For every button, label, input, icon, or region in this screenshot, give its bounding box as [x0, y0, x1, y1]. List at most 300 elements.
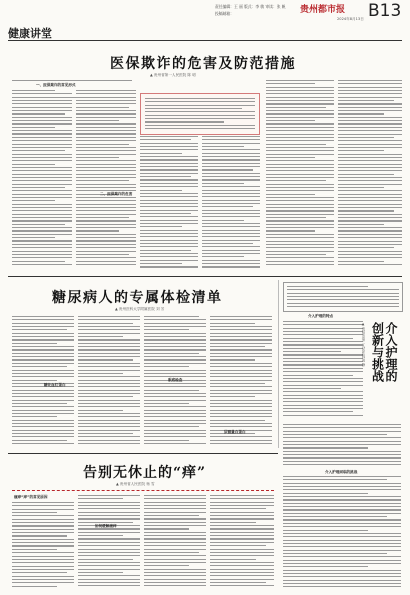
text-line: [283, 483, 401, 484]
text-line: [210, 356, 272, 357]
text-line: [283, 540, 401, 541]
article2-col4: [210, 316, 272, 448]
text-line: [78, 349, 140, 350]
text-line: [78, 552, 140, 553]
text-line: [144, 585, 206, 586]
article4-col1: [12, 502, 74, 590]
text-line: [202, 246, 260, 247]
text-line: [145, 118, 255, 119]
text-line: [210, 502, 274, 503]
text-line: [76, 107, 129, 108]
text-line: [78, 343, 140, 344]
text-line: [76, 244, 136, 245]
article3-col3: [283, 476, 401, 590]
text-line: [12, 336, 74, 337]
text-line: [76, 117, 136, 118]
text-line: [12, 261, 65, 262]
article3-title-line-1: 介入护理的: [384, 322, 398, 382]
text-line: [210, 508, 266, 509]
text-line: [140, 190, 182, 191]
article3-lead-box: [283, 282, 403, 312]
text-line: [145, 101, 255, 102]
text-line: [12, 505, 74, 506]
text-line: [78, 316, 140, 317]
text-line: [76, 160, 136, 161]
text-line: [76, 224, 136, 225]
text-line: [283, 427, 401, 428]
text-line: [283, 401, 363, 402]
text-line: [338, 117, 402, 118]
text-line: [78, 380, 140, 381]
text-line: [283, 503, 401, 504]
text-line: [144, 356, 206, 357]
text-line: [266, 80, 334, 81]
text-line: [338, 137, 394, 138]
text-line: [144, 555, 206, 556]
article4-dash-rule: [12, 490, 274, 491]
text-line: [202, 176, 260, 177]
text-line: [266, 194, 315, 195]
text-line: [266, 237, 334, 238]
text-line: [144, 416, 206, 417]
text-line: [338, 220, 402, 221]
article2-subhead-1: 糖化血红蛋白: [44, 383, 66, 387]
text-line: [78, 512, 140, 513]
text-line: [144, 495, 206, 496]
article2-byline: ▲ 贵州医科大学附属医院 刘 芳: [115, 307, 165, 311]
text-line: [338, 147, 402, 148]
text-line: [210, 528, 274, 529]
text-line: [283, 408, 363, 409]
text-line: [210, 542, 274, 543]
text-line: [266, 117, 334, 118]
text-line: [12, 150, 65, 151]
text-line: [210, 552, 274, 553]
text-line: [210, 329, 272, 330]
text-line: [210, 582, 266, 583]
text-line: [12, 240, 72, 241]
text-line: [283, 516, 387, 517]
text-line: [266, 113, 334, 114]
text-line: [266, 210, 334, 211]
text-line: [144, 329, 189, 330]
text-line: [12, 326, 74, 327]
text-line: [283, 388, 341, 389]
text-line: [78, 582, 140, 583]
text-line: [12, 525, 74, 526]
text-line: [12, 572, 67, 573]
text-line: [283, 583, 401, 584]
text-line: [12, 390, 74, 391]
text-line: [283, 385, 363, 386]
text-line: [12, 420, 74, 421]
text-line: [76, 220, 136, 221]
text-line: [12, 366, 67, 367]
text-line: [210, 393, 272, 394]
text-line: [144, 562, 206, 563]
text-line: [12, 247, 72, 248]
text-line: [78, 339, 140, 340]
text-line: [266, 147, 334, 148]
text-line: [210, 370, 272, 371]
text-line: [78, 433, 133, 434]
text-line: [140, 193, 198, 194]
article4-col4: [210, 495, 274, 590]
text-line: [12, 576, 74, 577]
text-line: [144, 396, 206, 397]
article3-col2: [283, 424, 401, 468]
text-line: [266, 154, 334, 155]
text-line: [210, 525, 274, 526]
text-line: [12, 180, 72, 181]
divider-2: [8, 453, 278, 454]
text-line: [202, 146, 244, 147]
text-line: [266, 123, 334, 124]
text-line: [266, 220, 334, 221]
text-line: [202, 196, 260, 197]
text-line: [78, 413, 140, 414]
text-line: [12, 217, 72, 218]
text-line: [283, 543, 401, 544]
text-line: [78, 329, 140, 330]
text-line: [210, 562, 274, 563]
text-line: [78, 403, 140, 404]
header-rule: [8, 40, 402, 41]
text-line: [144, 505, 206, 506]
text-line: [144, 373, 206, 374]
text-line: [76, 97, 136, 98]
text-line: [210, 406, 272, 407]
text-line: [210, 416, 272, 417]
text-line: [144, 370, 206, 371]
text-line: [283, 519, 401, 520]
text-line: [338, 140, 402, 141]
text-line: [76, 200, 136, 201]
text-line: [144, 366, 189, 367]
text-line: [12, 207, 72, 208]
text-line: [202, 256, 244, 257]
text-line: [12, 110, 72, 111]
text-line: [12, 167, 72, 168]
text-line: [144, 522, 206, 523]
text-line: [76, 90, 136, 91]
text-line: [140, 236, 198, 237]
text-line: [266, 107, 326, 108]
article1-byline: ▲ 贵州省第一人民医院 陈 明: [150, 73, 196, 77]
text-line: [202, 210, 260, 211]
text-line: [12, 319, 74, 320]
text-line: [266, 197, 334, 198]
text-line: [144, 559, 206, 560]
text-line: [78, 410, 123, 411]
text-line: [266, 134, 334, 135]
article1-col2: [76, 90, 136, 270]
text-line: [202, 169, 253, 170]
text-line: [287, 286, 368, 287]
text-line: [283, 381, 363, 382]
article1-title: 医保欺诈的危害及防范措施: [110, 56, 296, 72]
email-line: 投稿邮箱：: [215, 11, 234, 16]
text-line: [12, 329, 67, 330]
text-line: [78, 366, 140, 367]
article4-col3: [144, 495, 206, 590]
text-line: [76, 230, 119, 231]
text-line: [266, 90, 334, 91]
text-line: [140, 166, 198, 167]
text-line: [12, 436, 74, 437]
text-line: [338, 174, 394, 175]
text-line: [210, 359, 255, 360]
text-line: [12, 349, 74, 350]
text-line: [202, 193, 260, 194]
text-line: [283, 348, 363, 349]
text-line: [76, 207, 136, 208]
text-line: [12, 413, 74, 414]
text-line: [78, 353, 140, 354]
text-line: [283, 570, 401, 571]
text-line: [266, 127, 334, 128]
text-line: [12, 90, 55, 91]
text-line: [338, 247, 394, 248]
text-line: [76, 140, 136, 141]
text-line: [78, 356, 140, 357]
text-line: [78, 430, 140, 431]
text-line: [144, 440, 189, 441]
article3-title-line-2: 创新与挑战: [370, 322, 385, 382]
text-line: [283, 546, 401, 547]
text-line: [12, 423, 74, 424]
text-line: [266, 174, 334, 175]
text-line: [210, 353, 272, 354]
text-line: [76, 264, 136, 265]
text-line: [283, 513, 401, 514]
text-line: [140, 186, 198, 187]
text-line: [287, 293, 399, 294]
text-line: [12, 103, 72, 104]
text-line: [210, 522, 256, 523]
text-line: [283, 461, 401, 462]
text-line: [283, 434, 387, 435]
text-line: [266, 170, 334, 171]
text-line: [202, 136, 260, 137]
text-line: [78, 420, 140, 421]
text-line: [266, 100, 334, 101]
text-line: [12, 93, 72, 94]
text-line: [12, 120, 72, 121]
text-line: [210, 443, 272, 444]
text-line: [202, 206, 253, 207]
text-line: [202, 139, 260, 140]
article2-col2: [78, 316, 140, 448]
text-line: [338, 210, 394, 211]
text-line: [144, 575, 206, 576]
text-line: [144, 346, 206, 347]
text-line: [283, 444, 401, 445]
text-line: [202, 243, 253, 244]
text-line: [144, 572, 206, 573]
text-line: [283, 563, 401, 564]
text-line: [283, 550, 401, 551]
article2-title: 糖尿病人的专属体检清单: [52, 290, 223, 306]
text-line: [12, 113, 65, 114]
text-line: [338, 207, 402, 208]
text-line: [338, 264, 402, 265]
text-line: [78, 336, 123, 337]
text-line: [202, 143, 260, 144]
text-line: [78, 522, 133, 523]
article3-byline: ▲ 贵阳市第二人民医院 周 静: [361, 322, 365, 367]
text-line: [12, 133, 72, 134]
text-line: [12, 440, 67, 441]
text-line: [144, 319, 206, 320]
text-line: [144, 386, 206, 387]
text-line: [144, 443, 206, 444]
text-line: [78, 333, 140, 334]
text-line: [76, 227, 136, 228]
text-line: [140, 263, 182, 264]
text-line: [210, 383, 265, 384]
text-line: [144, 333, 206, 334]
text-line: [12, 502, 74, 503]
text-line: [266, 257, 334, 258]
text-line: [266, 251, 334, 252]
text-line: [76, 170, 136, 171]
text-line: [287, 303, 399, 304]
text-line: [338, 103, 402, 104]
text-line: [12, 190, 72, 191]
text-line: [283, 371, 363, 372]
text-line: [283, 509, 401, 510]
text-line: [12, 582, 74, 583]
text-line: [76, 120, 119, 121]
text-line: [78, 545, 140, 546]
text-line: [78, 396, 133, 397]
text-line: [338, 180, 402, 181]
text-line: [210, 319, 272, 320]
text-line: [338, 123, 402, 124]
text-line: [202, 233, 260, 234]
text-line: [266, 150, 334, 151]
text-line: [202, 216, 260, 217]
text-line: [12, 403, 67, 404]
text-line: [78, 505, 140, 506]
text-line: [76, 257, 136, 258]
text-line: [210, 538, 274, 539]
text-line: [140, 176, 191, 177]
text-line: [338, 144, 402, 145]
text-line: [202, 240, 260, 241]
text-line: [12, 512, 57, 513]
text-line: [78, 502, 140, 503]
text-line: [210, 579, 274, 580]
text-line: [140, 250, 191, 251]
text-line: [210, 549, 274, 550]
text-line: [266, 264, 334, 265]
text-line: [140, 173, 198, 174]
text-line: [78, 538, 140, 539]
text-line: [144, 528, 189, 529]
text-line: [338, 134, 402, 135]
text-line: [140, 213, 191, 214]
text-line: [140, 136, 198, 137]
text-line: [140, 233, 198, 234]
text-line: [338, 100, 394, 101]
text-line: [266, 184, 334, 185]
text-line: [283, 560, 401, 561]
text-line: [76, 93, 136, 94]
text-line: [202, 266, 260, 267]
text-line: [338, 237, 402, 238]
article4-title: 告别无休止的“痒”: [83, 465, 207, 481]
text-line: [12, 251, 72, 252]
text-line: [76, 157, 119, 158]
text-line: [140, 253, 198, 254]
text-line: [144, 426, 199, 427]
text-line: [202, 183, 244, 184]
text-line: [12, 373, 74, 374]
text-line: [283, 476, 401, 477]
text-line: [140, 226, 182, 227]
text-line: [78, 346, 140, 347]
text-line: [76, 177, 136, 178]
article1-col1: [12, 90, 72, 270]
text-line: [283, 358, 363, 359]
text-line: [266, 254, 326, 255]
text-line: [210, 559, 256, 560]
text-line: [76, 150, 136, 151]
text-line: [202, 223, 260, 224]
text-line: [283, 368, 363, 369]
text-line: [144, 339, 206, 340]
text-line: [210, 386, 272, 387]
page-header: [0, 0, 410, 50]
text-line: [144, 393, 206, 394]
text-line: [76, 184, 136, 185]
text-line: [144, 538, 206, 539]
article1-col4: [202, 136, 260, 270]
text-line: [145, 105, 255, 106]
text-line: [210, 396, 255, 397]
article1-intro-box: [140, 93, 260, 135]
text-line: [266, 103, 334, 104]
text-line: [12, 230, 72, 231]
text-line: [210, 505, 274, 506]
article3-subhead-1: 介入护理的特点: [308, 314, 334, 318]
text-line: [144, 336, 206, 337]
text-line: [210, 498, 274, 499]
text-line: [338, 127, 402, 128]
text-line: [338, 197, 402, 198]
text-line: [338, 204, 402, 205]
text-line: [283, 395, 363, 396]
article2-subhead-3: 尿微量白蛋白: [224, 430, 246, 434]
text-line: [140, 223, 198, 224]
article4-col2: [78, 495, 140, 590]
text-line: [283, 556, 401, 557]
text-line: [76, 217, 129, 218]
text-line: [12, 569, 74, 570]
text-line: [202, 149, 260, 150]
text-line: [338, 254, 402, 255]
text-line: [338, 97, 402, 98]
text-line: [144, 359, 206, 360]
text-line: [210, 569, 274, 570]
text-line: [283, 553, 387, 554]
article1-box-head: 一、医保欺诈的常见形式: [36, 83, 76, 87]
text-line: [338, 214, 402, 215]
text-line: [12, 144, 72, 145]
text-line: [144, 535, 206, 536]
